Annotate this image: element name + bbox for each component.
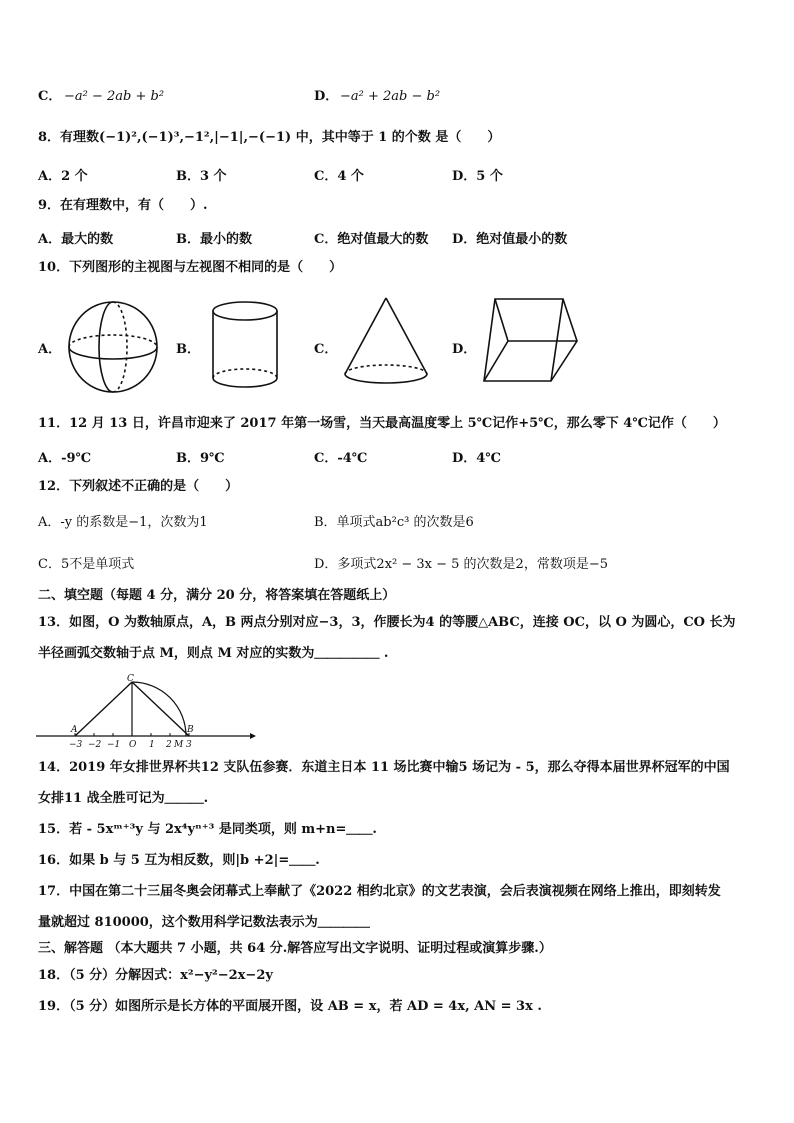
point-a-label: A <box>71 725 78 735</box>
q7-option-c-label: C． <box>38 89 62 104</box>
q8-option-a: A．2 个 <box>38 169 88 184</box>
point-b-label: B <box>187 725 194 735</box>
q10-label-b: B． <box>176 342 200 357</box>
q13-line-2: 半径画弧交数轴于点 M，则点 M 对应的实数为＿＿＿＿＿ . <box>38 646 389 661</box>
q17-line-1: 17．中国在第二十三届冬奥会闭幕式上奉献了《2022 相约北京》的文艺表演，会后表演视频在网络上推出，即刻转发 <box>38 884 721 899</box>
q9-option-d: D．绝对值最小的数 <box>452 232 568 247</box>
number-line-figure <box>36 672 256 752</box>
q9-option-b: B．最小的数 <box>176 232 252 247</box>
q11-option-c: C．-4℃ <box>314 451 368 466</box>
q13-line-1: 13．如图，O 为数轴原点，A，B 两点分别对应−3，3，作腰长为4 的等腰△ABC，连接 OC，以 O 为圆心，CO 长为 <box>38 615 736 630</box>
tick-neg2: −2 <box>88 740 102 750</box>
q16-text: 16．如果 b 与 5 互为相反数，则|b +2|=＿＿. <box>38 853 320 868</box>
section-2-heading: 二、填空题（每题 4 分，满分 20 分，将答案填在答题纸上） <box>38 588 396 603</box>
q9-option-a: A．最大的数 <box>38 232 114 247</box>
tick-1: 1 <box>149 740 155 750</box>
q7-option-d-label: D． <box>314 89 339 104</box>
q17-line-2: 量就超过 810000，这个数用科学记数法表示为＿＿＿＿ <box>38 915 370 930</box>
cylinder-icon <box>210 300 284 392</box>
q8-option-c: C．4 个 <box>314 169 364 184</box>
q12-option-d: D．多项式2x² − 3x − 5 的次数是2，常数项是−5 <box>314 557 608 572</box>
tick-2: 2 <box>166 740 172 750</box>
q11-option-d: D．4℃ <box>452 451 501 466</box>
q7-option-c-expr: −a² − 2ab + b² <box>64 89 165 104</box>
q15-text: 15．若 - 5xᵐ⁺³y 与 2x⁴yⁿ⁺³ 是同类项，则 m+n=＿＿. <box>38 822 377 837</box>
q14-line-2: 女排11 战全胜可记为＿＿＿. <box>38 791 209 806</box>
q12-option-b: B．单项式ab²c³ 的次数是6 <box>314 515 474 530</box>
q12-stem: 12．下列叙述不正确的是（ ） <box>38 479 239 494</box>
tick-3: 3 <box>186 740 192 750</box>
q12-option-c: C．5不是单项式 <box>38 557 135 572</box>
q7-option-d-expr: −a² + 2ab − b² <box>340 89 441 104</box>
q11-option-b: B．9℃ <box>176 451 225 466</box>
tick-neg3: −3 <box>69 740 83 750</box>
q11-option-a: A．-9℃ <box>38 451 92 466</box>
q8-option-d: D．5 个 <box>452 169 503 184</box>
point-c-label: C <box>127 674 134 684</box>
q8-stem: 8．有理数(−1)²,(−1)³,−1²,|−1|,−(−1) 中，其中等于 1 的个数 是（ ） <box>38 130 501 145</box>
q10-label-d: D． <box>452 342 477 357</box>
section-3-heading: 三、解答题 （本大题共 7 小题，共 64 分.解答应写出文字说明、证明过程或演算步骤.） <box>38 941 552 956</box>
q9-option-c: C．绝对值最大的数 <box>314 232 429 247</box>
tick-neg1: −1 <box>107 740 121 750</box>
q12-option-a: A．-y 的系数是−1，次数为1 <box>38 515 208 530</box>
q10-label-c: C． <box>314 342 338 357</box>
cone-icon <box>342 296 434 390</box>
q9-stem: 9．在有理数中，有（ ）. <box>38 198 208 213</box>
q10-stem: 10．下列图形的主视图与左视图不相同的是（ ） <box>38 260 343 275</box>
q14-line-1: 14．2019 年女排世界杯共12 支队伍参赛．东道主日本 11 场比赛中输5 场记为 - 5，那么夺得本届世界杯冠军的中国 <box>38 760 730 775</box>
q18-text: 18．（5 分）分解因式：x²−y²−2x−2y <box>38 968 273 983</box>
q11-stem: 11．12 月 13 日，许昌市迎来了 2017 年第一场雪，当天最高温度零上 5℃记作+5℃，那么零下 4℃记作（ ） <box>38 416 726 431</box>
sphere-icon <box>66 300 162 396</box>
q19-text: 19．（5 分）如图所示是长方体的平面展开图，设 AB = x，若 AD = 4x, AN = 3x . <box>38 999 542 1014</box>
q10-label-a: A． <box>38 342 62 357</box>
prism-icon <box>480 296 580 386</box>
tick-origin: O <box>129 740 137 750</box>
q8-option-b: B．3 个 <box>176 169 227 184</box>
point-m-label: M <box>174 740 184 750</box>
